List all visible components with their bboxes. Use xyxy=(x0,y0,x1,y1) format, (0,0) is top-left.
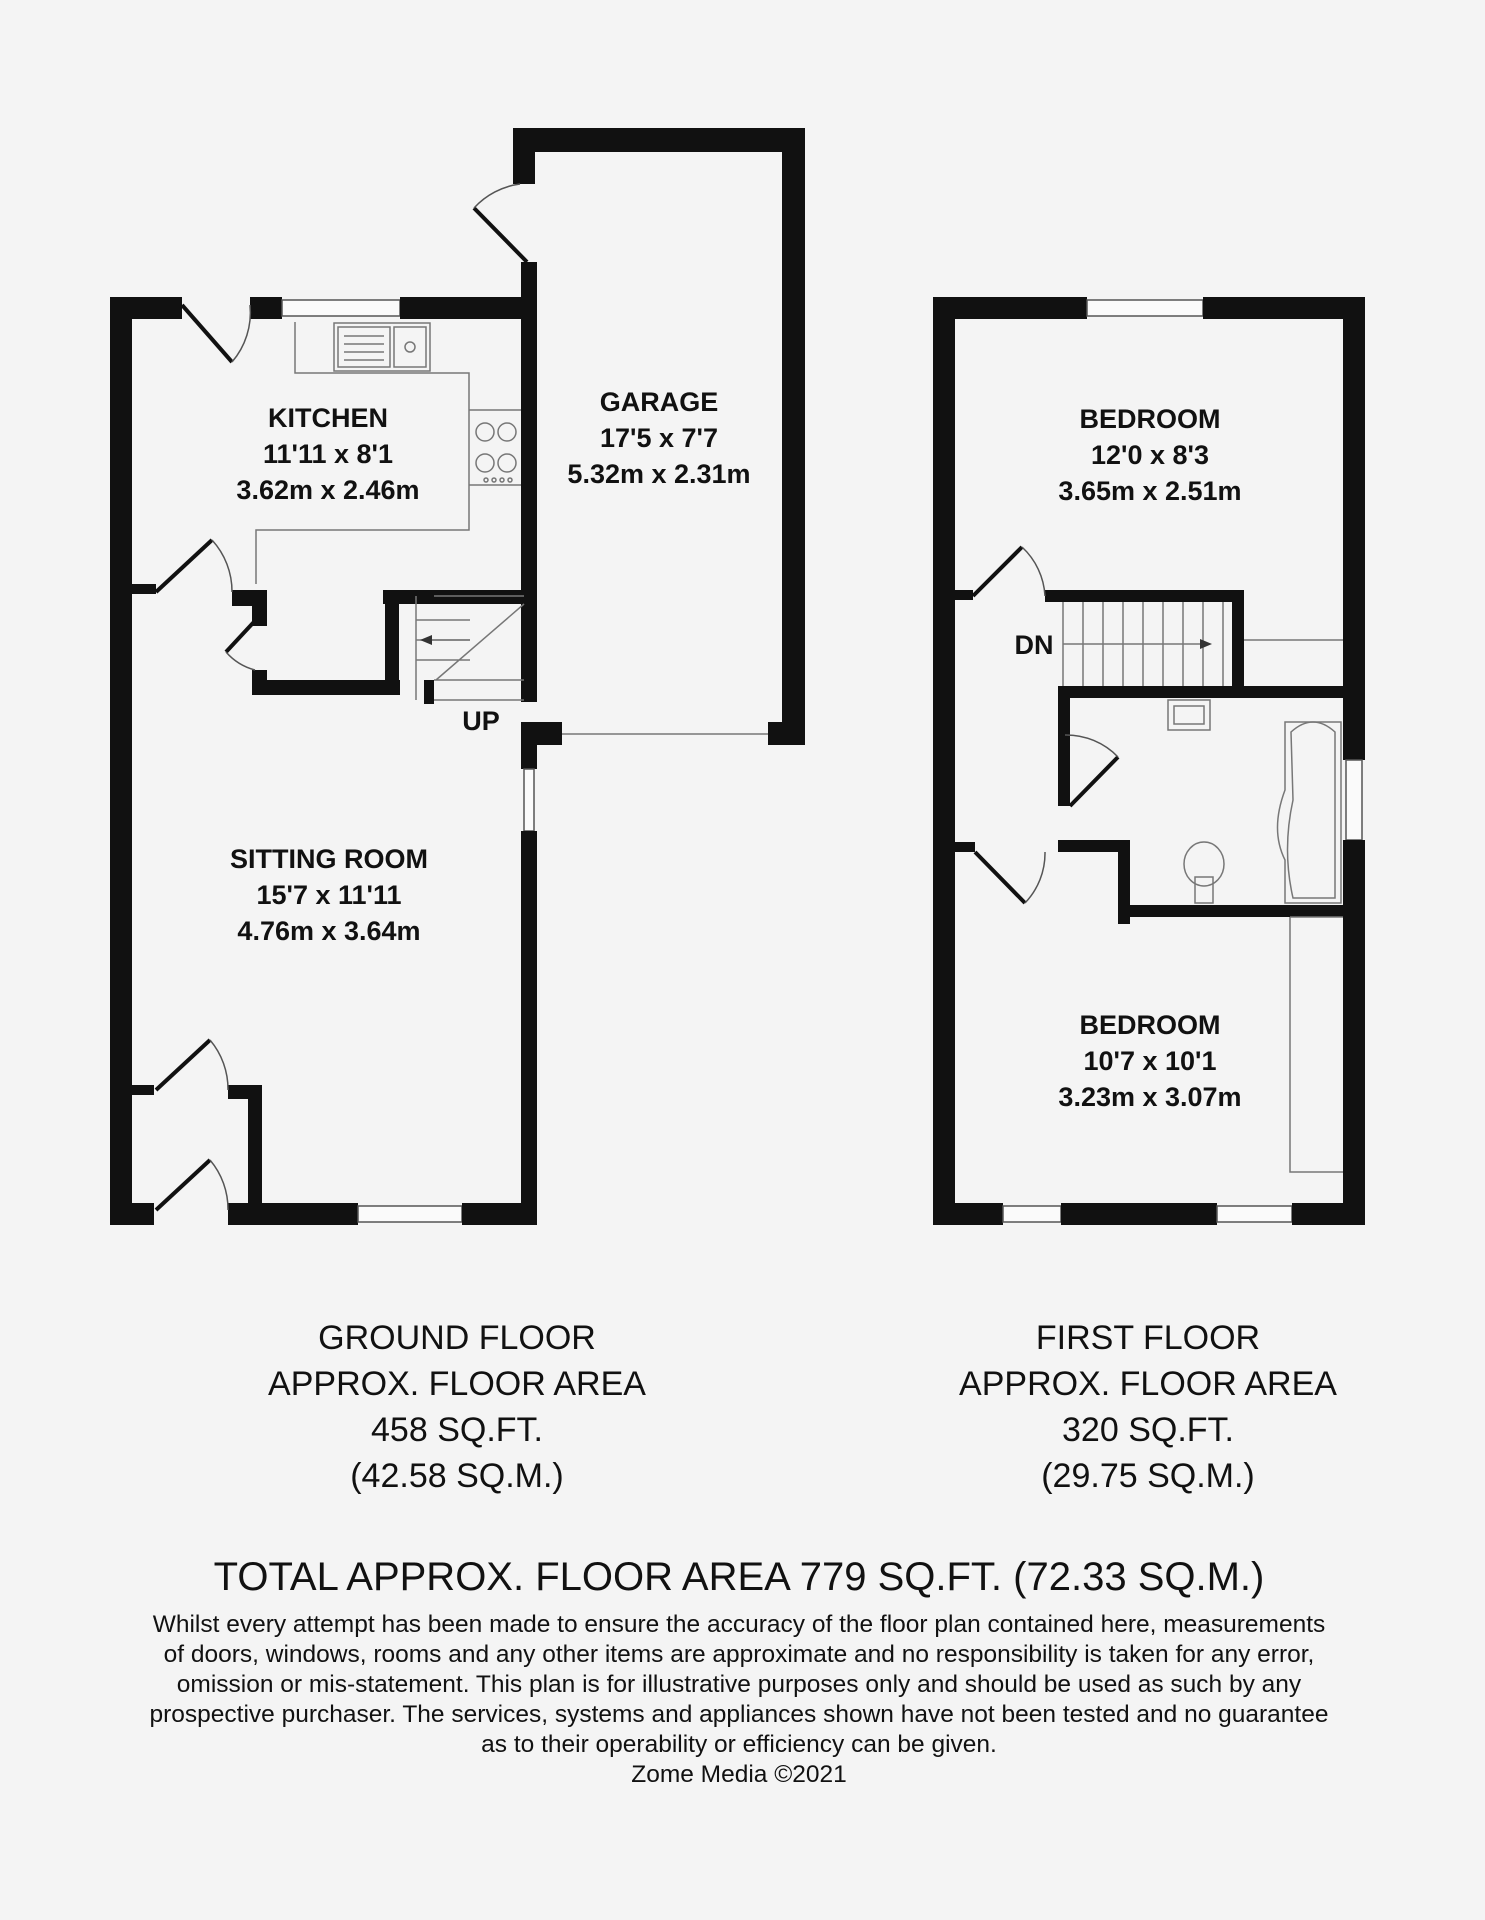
disclaimer-line: as to their operability or efficiency can be given. xyxy=(481,1731,997,1758)
ground-floor-area-sqft: 458 SQ.FT. xyxy=(371,1411,543,1449)
stairs-down-label: DN xyxy=(1014,630,1054,660)
total-floor-area: TOTAL APPROX. FLOOR AREA 779 SQ.FT. (72.33 SQ.M.) xyxy=(213,1555,1265,1599)
bedroom-1-metric: 3.65m x 2.51m xyxy=(1058,476,1242,506)
kitchen-name: KITCHEN xyxy=(268,403,388,433)
bedroom-2-metric: 3.23m x 3.07m xyxy=(1058,1082,1242,1112)
ground-floor-caption xyxy=(268,1319,646,1495)
bedroom-2-imperial: 10'7 x 10'1 xyxy=(1083,1046,1217,1076)
ground-floor-title: GROUND FLOOR xyxy=(318,1319,596,1357)
sitting-room-imperial: 15'7 x 11'11 xyxy=(256,880,402,910)
first-floor-area-sqft: 320 SQ.FT. xyxy=(1062,1411,1234,1449)
sitting-room-metric: 4.76m x 3.64m xyxy=(237,916,421,946)
disclaimer xyxy=(149,1611,1328,1788)
disclaimer-line: of doors, windows, rooms and any other items are approximate and no responsibility is taken for any error, xyxy=(163,1641,1315,1668)
first-floor-plan xyxy=(933,297,1365,1225)
bedroom-2-name: BEDROOM xyxy=(1079,1010,1221,1040)
ground-floor-plan xyxy=(110,128,805,1225)
ground-floor-area-label: APPROX. FLOOR AREA xyxy=(268,1365,646,1403)
kitchen-metric: 3.62m x 2.46m xyxy=(236,475,420,505)
disclaimer-line: omission or mis-statement. This plan is for illustrative purposes only and should be used as such by any xyxy=(176,1671,1302,1698)
disclaimer-line: Whilst every attempt has been made to ensure the accuracy of the floor plan contained here, measurements xyxy=(152,1611,1326,1638)
garage-imperial: 17'5 x 7'7 xyxy=(600,423,718,453)
disclaimer-line: prospective purchaser. The services, systems and appliances shown have not been tested and no guarantee xyxy=(149,1701,1329,1728)
first-floor-title: FIRST FLOOR xyxy=(1035,1319,1261,1357)
sitting-room-name: SITTING ROOM xyxy=(230,844,428,874)
first-floor-area-sqm: (29.75 SQ.M.) xyxy=(1041,1457,1255,1495)
kitchen-imperial: 11'11 x 8'1 xyxy=(263,439,393,469)
garage-metric: 5.32m x 2.31m xyxy=(567,459,751,489)
garage-name: GARAGE xyxy=(599,387,719,417)
bedroom-1-name: BEDROOM xyxy=(1079,404,1221,434)
first-floor-area-label: APPROX. FLOOR AREA xyxy=(959,1365,1337,1403)
bedroom-1-imperial: 12'0 x 8'3 xyxy=(1091,440,1209,470)
stairs-up-label: UP xyxy=(462,706,500,736)
copyright: Zome Media ©2021 xyxy=(631,1761,847,1788)
ground-floor-area-sqm: (42.58 SQ.M.) xyxy=(350,1457,564,1495)
first-floor-caption xyxy=(959,1319,1337,1495)
